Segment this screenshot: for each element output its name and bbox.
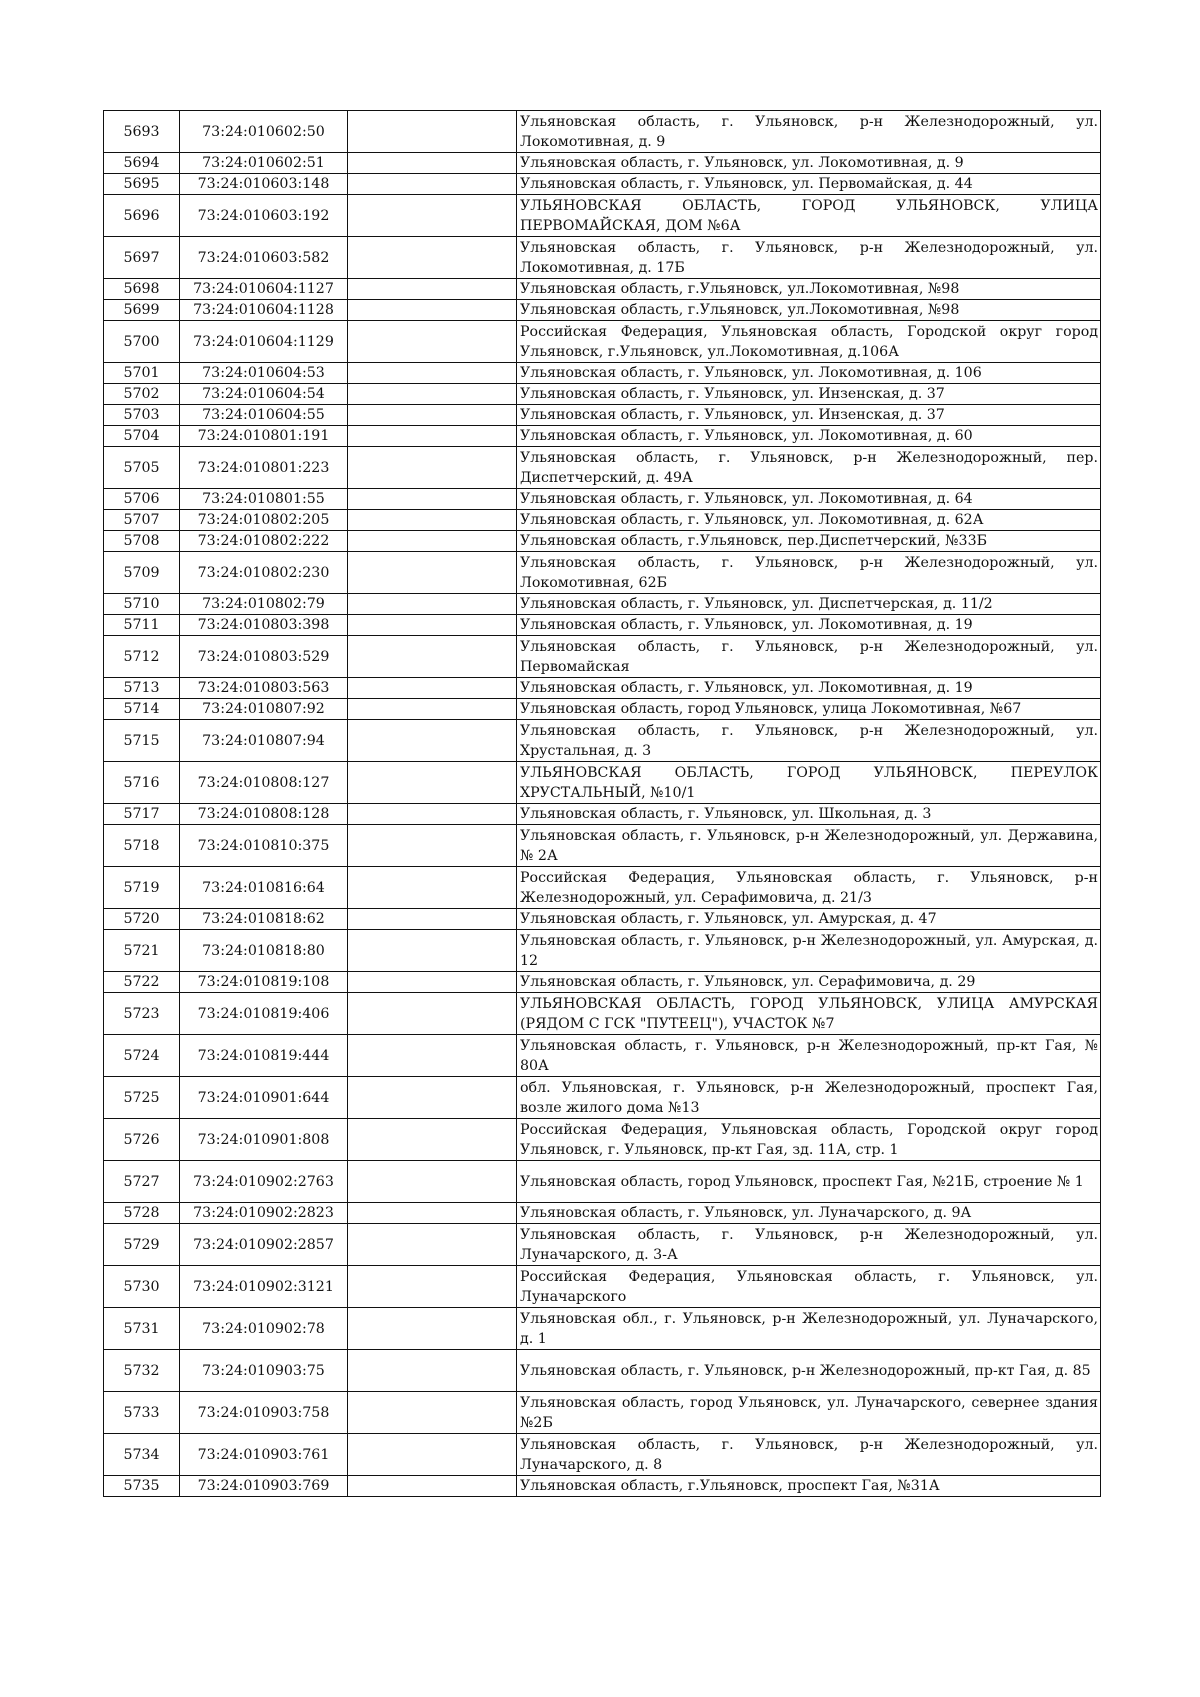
row-number-cell: 5693: [104, 111, 180, 153]
row-number-cell: 5701: [104, 363, 180, 384]
row-number-cell: 5727: [104, 1161, 180, 1203]
row-number-cell: 5735: [104, 1476, 180, 1497]
address-cell: Ульяновская область, город Ульяновск, улица Локомотивная, №67: [517, 699, 1101, 720]
table-row: [104, 699, 1101, 720]
empty-cell: [348, 867, 517, 909]
table-row: [104, 615, 1101, 636]
empty-cell: [348, 1392, 517, 1434]
table-row: [104, 867, 1101, 909]
empty-cell: [348, 699, 517, 720]
cadastral-number-cell: 73:24:010902:3121: [180, 1266, 348, 1308]
cadastral-number-cell: 73:24:010819:444: [180, 1035, 348, 1077]
row-number-cell: 5733: [104, 1392, 180, 1434]
table-row: [104, 1119, 1101, 1161]
row-number-cell: 5709: [104, 552, 180, 594]
cadastral-number-cell: 73:24:010819:108: [180, 972, 348, 993]
cadastral-number-cell: 73:24:010801:55: [180, 489, 348, 510]
cadastral-number-cell: 73:24:010807:92: [180, 699, 348, 720]
table-row: [104, 1476, 1101, 1497]
address-cell: Ульяновская область, г. Ульяновск, ул. Локомотивная, д. 62А: [517, 510, 1101, 531]
row-number-cell: 5717: [104, 804, 180, 825]
row-number-cell: 5702: [104, 384, 180, 405]
row-number-cell: 5720: [104, 909, 180, 930]
row-number-cell: 5718: [104, 825, 180, 867]
empty-cell: [348, 321, 517, 363]
address-cell: Ульяновская область, г. Ульяновск, р-н Железнодорожный, ул. Луначарского, д. 8: [517, 1434, 1101, 1476]
row-number-cell: 5714: [104, 699, 180, 720]
table-row: [104, 174, 1101, 195]
row-number-cell: 5716: [104, 762, 180, 804]
empty-cell: [348, 1434, 517, 1476]
empty-cell: [348, 531, 517, 552]
row-number-cell: 5712: [104, 636, 180, 678]
address-cell: Ульяновская область, г. Ульяновск, ул. Инзенская, д. 37: [517, 405, 1101, 426]
table-row: [104, 909, 1101, 930]
address-cell: Ульяновская область, г. Ульяновск, ул. Локомотивная, д. 64: [517, 489, 1101, 510]
address-cell: Ульяновская область, г. Ульяновск, ул. Школьная, д. 3: [517, 804, 1101, 825]
empty-cell: [348, 1476, 517, 1497]
cadastral-number-cell: 73:24:010604:54: [180, 384, 348, 405]
empty-cell: [348, 993, 517, 1035]
row-number-cell: 5725: [104, 1077, 180, 1119]
table-row: [104, 447, 1101, 489]
cadastral-number-cell: 73:24:010802:205: [180, 510, 348, 531]
cadastral-number-cell: 73:24:010801:223: [180, 447, 348, 489]
row-number-cell: 5728: [104, 1203, 180, 1224]
table-row: [104, 405, 1101, 426]
table-row: [104, 1308, 1101, 1350]
table-row: [104, 195, 1101, 237]
row-number-cell: 5696: [104, 195, 180, 237]
address-cell: Ульяновская область, г. Ульяновск, р-н Железнодорожный, пер. Диспетчерский, д. 49А: [517, 447, 1101, 489]
cadastral-number-cell: 73:24:010603:192: [180, 195, 348, 237]
empty-cell: [348, 615, 517, 636]
empty-cell: [348, 153, 517, 174]
empty-cell: [348, 1119, 517, 1161]
empty-cell: [348, 636, 517, 678]
cadastral-number-cell: 73:24:010808:128: [180, 804, 348, 825]
address-cell: Ульяновская обл., г. Ульяновск, р-н Железнодорожный, ул. Луначарского, д. 1: [517, 1308, 1101, 1350]
cadastral-number-cell: 73:24:010604:1129: [180, 321, 348, 363]
empty-cell: [348, 195, 517, 237]
row-number-cell: 5731: [104, 1308, 180, 1350]
address-cell: Ульяновская область, г. Ульяновск, р-н Железнодорожный, пр-кт Гая, № 80А: [517, 1035, 1101, 1077]
row-number-cell: 5732: [104, 1350, 180, 1392]
row-number-cell: 5708: [104, 531, 180, 552]
table-row: [104, 1203, 1101, 1224]
table-row: [104, 237, 1101, 279]
table-row: [104, 300, 1101, 321]
table-row: [104, 489, 1101, 510]
address-cell: Ульяновская область, г. Ульяновск, ул. Локомотивная, д. 9: [517, 153, 1101, 174]
empty-cell: [348, 1203, 517, 1224]
table-row: [104, 1266, 1101, 1308]
row-number-cell: 5706: [104, 489, 180, 510]
cadastral-number-cell: 73:24:010808:127: [180, 762, 348, 804]
row-number-cell: 5719: [104, 867, 180, 909]
address-cell: Ульяновская область, г.Ульяновск, ул.Локомотивная, №98: [517, 279, 1101, 300]
empty-cell: [348, 762, 517, 804]
address-cell: УЛЬЯНОВСКАЯ ОБЛАСТЬ, ГОРОД УЛЬЯНОВСК, УЛИЦА АМУРСКАЯ (РЯДОМ С ГСК "ПУТЕЕЦ"), УЧАСТОК №7: [517, 993, 1101, 1035]
table-row: [104, 825, 1101, 867]
table-row: [104, 678, 1101, 699]
cadastral-number-cell: 73:24:010602:51: [180, 153, 348, 174]
empty-cell: [348, 804, 517, 825]
empty-cell: [348, 405, 517, 426]
row-number-cell: 5722: [104, 972, 180, 993]
empty-cell: [348, 1224, 517, 1266]
cadastral-number-cell: 73:24:010803:398: [180, 615, 348, 636]
address-cell: Ульяновская область, г. Ульяновск, ул. Луначарского, д. 9А: [517, 1203, 1101, 1224]
address-cell: Ульяновская область, г. Ульяновск, р-н Железнодорожный, пр-кт Гая, д. 85: [517, 1350, 1101, 1392]
address-cell: Российская Федерация, Ульяновская область, Городской округ город Ульяновск, г. Ульяновск, пр-кт Гая, зд. 11А, стр. 1: [517, 1119, 1101, 1161]
cadastral-number-cell: 73:24:010603:582: [180, 237, 348, 279]
cadastral-number-cell: 73:24:010903:761: [180, 1434, 348, 1476]
empty-cell: [348, 678, 517, 699]
row-number-cell: 5721: [104, 930, 180, 972]
empty-cell: [348, 1077, 517, 1119]
row-number-cell: 5710: [104, 594, 180, 615]
table-row: [104, 1035, 1101, 1077]
cadastral-number-cell: 73:24:010802:222: [180, 531, 348, 552]
row-number-cell: 5700: [104, 321, 180, 363]
table-row: [104, 1350, 1101, 1392]
empty-cell: [348, 447, 517, 489]
empty-cell: [348, 909, 517, 930]
row-number-cell: 5703: [104, 405, 180, 426]
address-cell: Ульяновская область, г. Ульяновск, р-н Железнодорожный, ул. Хрустальная, д. 3: [517, 720, 1101, 762]
empty-cell: [348, 1161, 517, 1203]
cadastral-number-cell: 73:24:010902:2857: [180, 1224, 348, 1266]
row-number-cell: 5715: [104, 720, 180, 762]
empty-cell: [348, 594, 517, 615]
row-number-cell: 5730: [104, 1266, 180, 1308]
table-row: [104, 1077, 1101, 1119]
cadastral-number-cell: 73:24:010901:808: [180, 1119, 348, 1161]
cadastral-number-cell: 73:24:010604:53: [180, 363, 348, 384]
address-cell: Ульяновская область, г. Ульяновск, р-н Железнодорожный, ул. Локомотивная, д. 17Б: [517, 237, 1101, 279]
row-number-cell: 5713: [104, 678, 180, 699]
table-row: [104, 993, 1101, 1035]
address-cell: обл. Ульяновская, г. Ульяновск, р-н Железнодорожный, проспект Гая, возле жилого дома №13: [517, 1077, 1101, 1119]
address-cell: Ульяновская область, г. Ульяновск, ул. Локомотивная, д. 60: [517, 426, 1101, 447]
cadastral-number-cell: 73:24:010801:191: [180, 426, 348, 447]
cadastral-number-cell: 73:24:010816:64: [180, 867, 348, 909]
address-cell: Ульяновская область, г.Ульяновск, проспект Гая, №31А: [517, 1476, 1101, 1497]
row-number-cell: 5723: [104, 993, 180, 1035]
table-row: [104, 363, 1101, 384]
empty-cell: [348, 1266, 517, 1308]
address-cell: Ульяновская область, г. Ульяновск, р-н Железнодорожный, ул. Локомотивная, д. 9: [517, 111, 1101, 153]
empty-cell: [348, 825, 517, 867]
table-row: [104, 111, 1101, 153]
empty-cell: [348, 363, 517, 384]
address-cell: Ульяновская область, г. Ульяновск, ул. Серафимовича, д. 29: [517, 972, 1101, 993]
cadastral-number-cell: 73:24:010903:769: [180, 1476, 348, 1497]
table-row: [104, 804, 1101, 825]
row-number-cell: 5729: [104, 1224, 180, 1266]
address-cell: Ульяновская область, г. Ульяновск, р-н Железнодорожный, ул. Локомотивная, 62Б: [517, 552, 1101, 594]
table-row: [104, 762, 1101, 804]
empty-cell: [348, 426, 517, 447]
row-number-cell: 5724: [104, 1035, 180, 1077]
cadastral-number-cell: 73:24:010903:75: [180, 1350, 348, 1392]
empty-cell: [348, 1035, 517, 1077]
address-cell: Ульяновская область, г. Ульяновск, ул. Первомайская, д. 44: [517, 174, 1101, 195]
empty-cell: [348, 930, 517, 972]
table-row: [104, 972, 1101, 993]
cadastral-number-cell: 73:24:010604:55: [180, 405, 348, 426]
address-cell: Ульяновская область, г. Ульяновск, р-н Железнодорожный, ул. Луначарского, д. 3-А: [517, 1224, 1101, 1266]
table-row: [104, 720, 1101, 762]
table-body: [104, 111, 1101, 1497]
empty-cell: [348, 1350, 517, 1392]
row-number-cell: 5705: [104, 447, 180, 489]
table-row: [104, 1224, 1101, 1266]
table-row: [104, 531, 1101, 552]
cadastral-number-cell: 73:24:010902:78: [180, 1308, 348, 1350]
address-cell: Ульяновская область, г. Ульяновск, ул. Инзенская, д. 37: [517, 384, 1101, 405]
address-cell: Ульяновская область, г. Ульяновск, ул. Локомотивная, д. 106: [517, 363, 1101, 384]
cadastral-number-cell: 73:24:010803:563: [180, 678, 348, 699]
empty-cell: [348, 1308, 517, 1350]
cadastral-number-cell: 73:24:010818:62: [180, 909, 348, 930]
table-row: [104, 1434, 1101, 1476]
row-number-cell: 5726: [104, 1119, 180, 1161]
cadastral-number-cell: 73:24:010602:50: [180, 111, 348, 153]
row-number-cell: 5699: [104, 300, 180, 321]
address-cell: Ульяновская область, г.Ульяновск, ул.Локомотивная, №98: [517, 300, 1101, 321]
address-cell: Ульяновская область, г. Ульяновск, ул. Диспетчерская, д. 11/2: [517, 594, 1101, 615]
table-row: [104, 594, 1101, 615]
table-row: [104, 153, 1101, 174]
address-cell: Ульяновская область, г. Ульяновск, ул. Локомотивная, д. 19: [517, 615, 1101, 636]
address-cell: Российская Федерация, Ульяновская область, г. Ульяновск, р-н Железнодорожный, ул. Серафимовича, д. 21/3: [517, 867, 1101, 909]
empty-cell: [348, 972, 517, 993]
address-cell: Ульяновская область, г. Ульяновск, р-н Железнодорожный, ул. Амурская, д. 12: [517, 930, 1101, 972]
table-row: [104, 552, 1101, 594]
table-row: [104, 636, 1101, 678]
cadastral-number-cell: 73:24:010819:406: [180, 993, 348, 1035]
cadastral-number-cell: 73:24:010807:94: [180, 720, 348, 762]
table-row: [104, 321, 1101, 363]
cadastral-number-cell: 73:24:010818:80: [180, 930, 348, 972]
cadastral-number-cell: 73:24:010603:148: [180, 174, 348, 195]
row-number-cell: 5694: [104, 153, 180, 174]
address-cell: Ульяновская область, город Ульяновск, ул. Луначарского, севернее здания №2Б: [517, 1392, 1101, 1434]
empty-cell: [348, 510, 517, 531]
address-cell: Ульяновская область, г. Ульяновск, р-н Железнодорожный, ул. Державина, № 2А: [517, 825, 1101, 867]
cadastral-number-cell: 73:24:010901:644: [180, 1077, 348, 1119]
cadastral-number-cell: 73:24:010902:2823: [180, 1203, 348, 1224]
address-cell: УЛЬЯНОВСКАЯ ОБЛАСТЬ, ГОРОД УЛЬЯНОВСК, ПЕРЕУЛОК ХРУСТАЛЬНЫЙ, №10/1: [517, 762, 1101, 804]
address-cell: Ульяновская область, г. Ульяновск, ул. Локомотивная, д. 19: [517, 678, 1101, 699]
table-row: [104, 426, 1101, 447]
cadastral-number-cell: 73:24:010902:2763: [180, 1161, 348, 1203]
row-number-cell: 5697: [104, 237, 180, 279]
empty-cell: [348, 111, 517, 153]
cadastral-number-cell: 73:24:010803:529: [180, 636, 348, 678]
row-number-cell: 5734: [104, 1434, 180, 1476]
address-cell: Ульяновская область, г. Ульяновск, ул. Амурская, д. 47: [517, 909, 1101, 930]
address-cell: Ульяновская область, г. Ульяновск, р-н Железнодорожный, ул. Первомайская: [517, 636, 1101, 678]
cadastral-number-cell: 73:24:010604:1128: [180, 300, 348, 321]
empty-cell: [348, 552, 517, 594]
address-cell: Ульяновская область, город Ульяновск, проспект Гая, №21Б, строение № 1: [517, 1161, 1101, 1203]
cadastral-table: [103, 110, 1101, 1497]
table-row: [104, 384, 1101, 405]
empty-cell: [348, 489, 517, 510]
empty-cell: [348, 384, 517, 405]
table-row: [104, 930, 1101, 972]
empty-cell: [348, 237, 517, 279]
cadastral-number-cell: 73:24:010903:758: [180, 1392, 348, 1434]
row-number-cell: 5698: [104, 279, 180, 300]
address-cell: УЛЬЯНОВСКАЯ ОБЛАСТЬ, ГОРОД УЛЬЯНОВСК, УЛИЦА ПЕРВОМАЙСКАЯ, ДОМ №6А: [517, 195, 1101, 237]
address-cell: Российская Федерация, Ульяновская область, Городской округ город Ульяновск, г.Ульяновск, ул.Локомотивная, д.106А: [517, 321, 1101, 363]
table-row: [104, 510, 1101, 531]
empty-cell: [348, 174, 517, 195]
cadastral-number-cell: 73:24:010604:1127: [180, 279, 348, 300]
table-row: [104, 1392, 1101, 1434]
row-number-cell: 5704: [104, 426, 180, 447]
empty-cell: [348, 279, 517, 300]
cadastral-number-cell: 73:24:010802:79: [180, 594, 348, 615]
cadastral-number-cell: 73:24:010802:230: [180, 552, 348, 594]
row-number-cell: 5707: [104, 510, 180, 531]
table-row: [104, 279, 1101, 300]
table-row: [104, 1161, 1101, 1203]
empty-cell: [348, 300, 517, 321]
cadastral-number-cell: 73:24:010810:375: [180, 825, 348, 867]
address-cell: Ульяновская область, г.Ульяновск, пер.Диспетчерский, №33Б: [517, 531, 1101, 552]
row-number-cell: 5695: [104, 174, 180, 195]
row-number-cell: 5711: [104, 615, 180, 636]
empty-cell: [348, 720, 517, 762]
address-cell: Российская Федерация, Ульяновская область, г. Ульяновск, ул. Луначарского: [517, 1266, 1101, 1308]
